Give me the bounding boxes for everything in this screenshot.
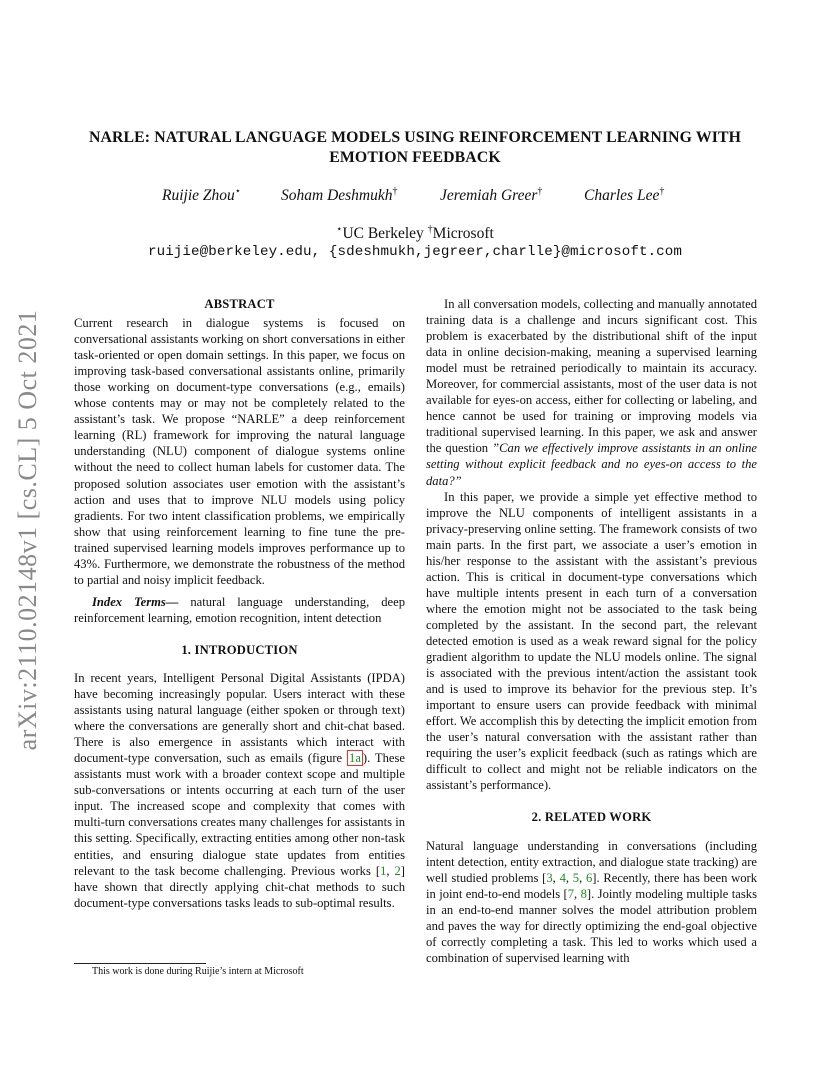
title-line-1: NARLE: NATURAL LANGUAGE MODELS USING REINFORCEMENT LEARNING WITH xyxy=(89,129,741,146)
section-2-heading: 2. RELATED WORK xyxy=(531,810,652,825)
related-work-paragraph: Natural language understanding in conversations (including intent detection, entity extraction, and dialogue state tracking) are well studied problems [3, 4, 5, 6]. Recently, there has been work in joint end-to-end models [7, 8]. Jointly modeling multiple tasks in an end-to-end manner solves the model attribution problem and paves the way for directly optimizing the end-goal objective of correctly completing a task. This led to works which used a combination of supervised learning with xyxy=(426,838,758,965)
index-terms-label: Index Terms— xyxy=(92,594,179,609)
citation-link[interactable]: 2 xyxy=(394,863,401,878)
right-paragraph-2: In this paper, we provide a simple yet effective method to improve the NLU components of intelligent assistants in a privacy-preserving online setting. The framework consists of two main parts. In the first part, we associate a user’s emotion in his/her response to the assistant with the assistant’s previous action. This is critical in document-type conversations which have multiple intents present in each turn of a conversation where the emotion might not be associated to the task being completed by the assistant. In the second part, the relevant detected emotion is used as a weak reward signal for the policy gradient algorithm to update the NLU models online. The signal is associated with the previous intent/action the assistant took and is used to improve its behavior for the previous step. It’s important to ensure users can provide feedback with minimal effort. We accomplish this by detecting the implicit emotion from the user’s natural conversation with the assistant rather than requiring the user’s explicit feedback (such as ratings which are difficult to collect and might not be reliable indicators on the assistant’s performance). xyxy=(426,489,757,793)
arxiv-sidebar xyxy=(8,300,48,760)
research-question: ”Can we effectively improve assistants in an online setting without explicit feedback and no eyes-on access to the data?” xyxy=(426,441,757,488)
left-column xyxy=(74,296,405,911)
title-line-2: EMOTION FEEDBACK xyxy=(329,149,501,166)
author-1: Ruijie Zhou⋆ xyxy=(162,186,242,204)
citation-link[interactable]: 1 xyxy=(380,863,387,878)
author-emails: ruijie@berkeley.edu, {sdeshmukh,jegreer,charlle}@microsoft.com xyxy=(147,244,683,260)
right-paragraph-1: In all conversation models, collecting and manually annotated training data is a challenge and incurs significant cost. This problem is exacerbated by the distributional shift of the input data in online decision-making, meaning a supervised learning model must be retrained periodically to maintain its accuracy. Moreover, for commercial assistants, most of the user data is not available for eyes-on access, either for collecting or labeling, and hence cannot be used for training or improving models via traditional supervised learning. In this paper, we ask and answer the question ”Can we effectively improve assistants in an online setting without explicit feedback and no eyes-on access to the data?” xyxy=(426,297,757,488)
index-terms: Index Terms— natural language understanding, deep reinforcement learning, emotion recognition, intent detection xyxy=(74,594,405,625)
affiliations: ⋆UC Berkeley †Microsoft xyxy=(336,224,494,242)
abstract-heading: ABSTRACT xyxy=(204,297,275,311)
author-3: Jeremiah Greer† xyxy=(440,186,543,204)
author-4: Charles Lee† xyxy=(584,186,665,204)
citation-link[interactable]: 7 xyxy=(567,886,575,901)
paper-title xyxy=(70,128,760,168)
citation-link[interactable]: 3 xyxy=(546,870,553,885)
arxiv-identifier: arXiv:2110.02148v1 [cs.CL] 5 Oct 2021 xyxy=(13,309,42,751)
right-column xyxy=(426,296,757,966)
citation-link[interactable]: 5 xyxy=(572,870,580,885)
citation-link[interactable]: 6 xyxy=(585,870,593,885)
abstract-text: Current research in dialogue systems is focused on conversational assistants working on short conversations in either task-oriented or open domain settings. In this paper, we focus on improving task-based conversational assistants online, primarily those working on document-type conversations (e.g., emails) whose contents may or may not be completely related to the assistant’s task. We propose “NARLE” a deep reinforcement learning (RL) framework for improving the natural language understanding (NLU) component of dialogue systems online without the need to collect human labels for customer data. The proposed solution associates user emotion with the assistant’s action and uses that to improve NLU models using policy gradients. For two intent classification problems, we empirically show that using reinforcement learning to fine tune the pre-trained supervised learning models improves performance up to 43%. Furthermore, we demonstrate the robustness of the method to partial and noisy implicit feedback. xyxy=(74,316,405,587)
section-1-heading: 1. INTRODUCTION xyxy=(181,642,298,657)
footnote-divider xyxy=(74,963,206,964)
footnote: This work is done during Ruijie’s intern at Microsoft xyxy=(92,966,304,977)
citation-link[interactable]: 8 xyxy=(580,886,587,901)
author-list xyxy=(70,186,760,208)
author-2: Soham Deshmukh† xyxy=(281,186,398,204)
citation-link[interactable]: 4 xyxy=(559,870,566,885)
figure-link[interactable]: 1a xyxy=(349,751,361,766)
intro-paragraph: In recent years, Intelligent Personal Digital Assistants (IPDA) have becoming increasingly popular. Users interact with these assistants using natural language (either spoken or through text) where the conversations are generally short and chit-chat based. There is also emergence in assistants which interact with document-type conversation, such as emails (figure 1a ). These assistants must work with a broader context scope and multiple sub-conversations or intents occurring at each turn of the user input. The increased scope and complexity that comes with multi-turn conversations creates many challenges for assistants in this setting. Specifically, extracting entities among other non-task entities, and ensuring dialogue state updates from entities relevant to the task become challenging. Previous works [1, 2] have shown that directly applying chit-chat methods to such document-type conversations tasks leads to sub-optimal results. xyxy=(74,670,405,910)
